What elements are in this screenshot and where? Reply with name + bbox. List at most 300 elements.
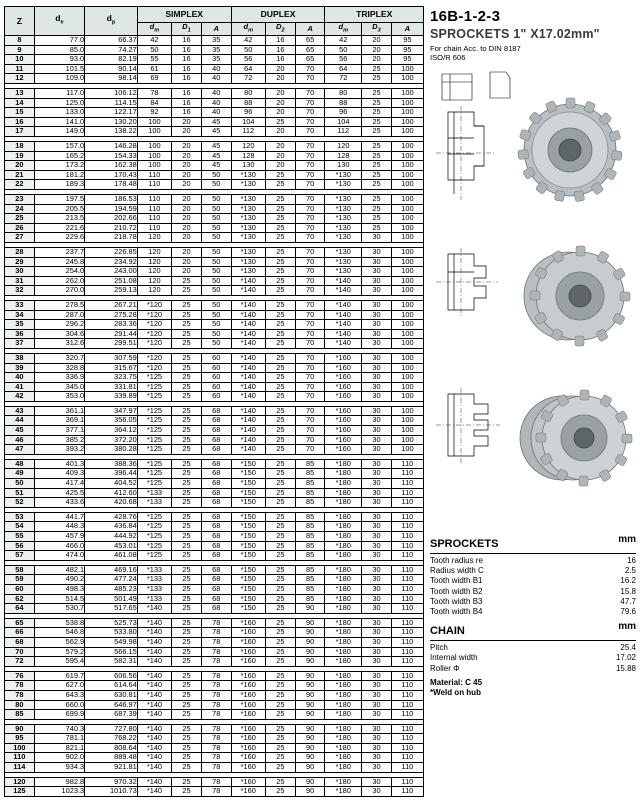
cell-v9: 130: [325, 161, 362, 171]
cell-v7: 25: [265, 551, 295, 561]
cell-v7: 25: [265, 214, 295, 224]
cell-de: 229.6: [34, 233, 84, 243]
cell-v10: 25: [362, 223, 392, 233]
cell-v11: 110: [391, 690, 423, 700]
cell-v8: 65: [295, 45, 325, 55]
cell-v10: 30: [362, 584, 392, 594]
cell-v6: *150: [231, 459, 265, 469]
cell-v4: 20: [172, 142, 202, 152]
chain-row: [430, 643, 636, 653]
cell-dp: 549.98: [85, 637, 138, 647]
cell-v10: 25: [362, 151, 392, 161]
cell-v7: 16: [265, 45, 295, 55]
cell-v3: *125: [137, 532, 171, 542]
cell-z: 64: [5, 604, 35, 614]
cell-v4: 25: [172, 286, 202, 296]
cell-de: 165.2: [34, 151, 84, 161]
cell-v11: 110: [391, 541, 423, 551]
cell-v9: *180: [325, 681, 362, 691]
cell-v10: 30: [362, 763, 392, 773]
chain-value: 15.88: [615, 663, 636, 673]
cell-v10: 25: [362, 195, 392, 205]
cell-v4: 20: [172, 233, 202, 243]
cell-v9: 64: [325, 64, 362, 74]
chain-standard-note: [430, 44, 636, 62]
cell-v8: 90: [295, 618, 325, 628]
cell-v9: 96: [325, 108, 362, 118]
cell-de: 287.0: [34, 310, 84, 320]
cell-v6: *160: [231, 763, 265, 773]
cell-v9: *160: [325, 416, 362, 426]
group-duplex: DUPLEX: [231, 7, 325, 23]
cell-v10: 25: [362, 180, 392, 190]
cell-v4: 25: [172, 604, 202, 614]
cell-v6: *160: [231, 724, 265, 734]
cell-de: 278.5: [34, 300, 84, 310]
cell-v3: *140: [137, 637, 171, 647]
cell-v4: 16: [172, 89, 202, 99]
table-row: [5, 127, 424, 137]
cell-z: 57: [5, 551, 35, 561]
cell-v7: 25: [265, 512, 295, 522]
cell-v5: 45: [201, 142, 231, 152]
cell-v8: 70: [295, 363, 325, 373]
cell-v6: *160: [231, 647, 265, 657]
cell-v5: 50: [201, 276, 231, 286]
col-dm-triplex: $d_m$: [325, 23, 362, 36]
cell-de: 393.2: [34, 445, 84, 455]
cell-v10: 30: [362, 671, 392, 681]
col-z: Z: [5, 7, 35, 36]
cell-v7: 25: [265, 247, 295, 257]
table-row: [5, 584, 424, 594]
cell-v6: *140: [231, 363, 265, 373]
table-row: [5, 690, 424, 700]
cell-v6: *140: [231, 276, 265, 286]
cell-dp: 501.49: [85, 594, 138, 604]
cell-v3: *133: [137, 594, 171, 604]
cell-v9: *180: [325, 479, 362, 489]
cell-v8: 85: [295, 565, 325, 575]
cell-v6: 56: [231, 55, 265, 65]
cell-v7: 25: [265, 488, 295, 498]
cell-v4: 25: [172, 724, 202, 734]
table-row: [5, 710, 424, 720]
cell-v10: 30: [362, 339, 392, 349]
cell-v11: 110: [391, 512, 423, 522]
cell-v7: 25: [265, 532, 295, 542]
cell-v3: 100: [137, 117, 171, 127]
cell-v4: 25: [172, 320, 202, 330]
cell-v11: 100: [391, 445, 423, 455]
cell-v7: 25: [265, 180, 295, 190]
cell-v11: 100: [391, 363, 423, 373]
cell-de: 77.0: [34, 36, 84, 46]
cell-v4: 25: [172, 594, 202, 604]
cell-v5: 78: [201, 618, 231, 628]
cell-v5: 78: [201, 734, 231, 744]
cell-v7: 25: [265, 363, 295, 373]
cell-v9: *180: [325, 734, 362, 744]
cell-v11: 110: [391, 734, 423, 744]
cell-v5: 50: [201, 329, 231, 339]
cell-v3: *140: [137, 753, 171, 763]
cell-v11: 110: [391, 488, 423, 498]
cell-v4: 25: [172, 426, 202, 436]
cell-v7: 25: [265, 320, 295, 330]
cell-de: 433.6: [34, 498, 84, 508]
cell-v7: 25: [265, 339, 295, 349]
cell-de: 740.3: [34, 724, 84, 734]
cell-v8: 70: [295, 247, 325, 257]
cell-v4: 25: [172, 637, 202, 647]
cell-v9: *140: [325, 339, 362, 349]
cell-v8: 90: [295, 710, 325, 720]
cell-v5: 45: [201, 127, 231, 137]
cell-v8: 90: [295, 743, 325, 753]
cell-de: 296.2: [34, 320, 84, 330]
cell-v11: 110: [391, 710, 423, 720]
cell-v7: 25: [265, 267, 295, 277]
divider: [430, 553, 636, 554]
chain-value: 25.4: [620, 643, 636, 653]
cell-v8: 90: [295, 753, 325, 763]
cell-v11: 100: [391, 170, 423, 180]
cell-v8: 90: [295, 681, 325, 691]
cell-de: 117.0: [34, 89, 84, 99]
cell-z: 20: [5, 161, 35, 171]
cell-de: 93.0: [34, 55, 84, 65]
cell-v7: 20: [265, 108, 295, 118]
cell-v4: 25: [172, 690, 202, 700]
cell-de: 85.0: [34, 45, 84, 55]
cell-v4: 16: [172, 64, 202, 74]
cell-v10: 30: [362, 743, 392, 753]
cell-z: 34: [5, 310, 35, 320]
cell-de: 1023.3: [34, 787, 84, 797]
cell-v6: *140: [231, 445, 265, 455]
cell-z: 28: [5, 247, 35, 257]
cell-dp: 485.23: [85, 584, 138, 594]
table-row: [5, 681, 424, 691]
cell-de: 595.4: [34, 657, 84, 667]
cell-v6: *140: [231, 310, 265, 320]
cell-v8: 70: [295, 257, 325, 267]
cell-v5: 50: [201, 195, 231, 205]
cell-z: 19: [5, 151, 35, 161]
cell-v11: 100: [391, 151, 423, 161]
sprockets-heading: SPROCKETS: [430, 538, 499, 550]
cell-v6: 72: [231, 74, 265, 84]
table-row: [5, 286, 424, 296]
cell-v3: 78: [137, 89, 171, 99]
cell-v11: 100: [391, 98, 423, 108]
cell-v5: 50: [201, 267, 231, 277]
cell-v11: 110: [391, 469, 423, 479]
cell-v6: *140: [231, 339, 265, 349]
cell-v7: 25: [265, 329, 295, 339]
cell-v6: *160: [231, 777, 265, 787]
cell-v6: *150: [231, 498, 265, 508]
cell-v3: 100: [137, 151, 171, 161]
sprockets-value: 79.6: [620, 607, 636, 617]
cell-z: 66: [5, 628, 35, 638]
cell-v6: 64: [231, 64, 265, 74]
cell-v10: 30: [362, 392, 392, 402]
chain-label: Roller Φ: [430, 663, 460, 673]
col-d1: $D_1$: [172, 23, 202, 36]
cell-v9: *180: [325, 551, 362, 561]
cell-dp: 396.44: [85, 469, 138, 479]
cell-v11: 95: [391, 36, 423, 46]
cell-v3: *140: [137, 628, 171, 638]
cell-v3: *125: [137, 469, 171, 479]
cell-v5: 68: [201, 459, 231, 469]
cell-v9: 120: [325, 142, 362, 152]
cell-z: 72: [5, 657, 35, 667]
cell-v10: 30: [362, 637, 392, 647]
sprockets-value: 15.8: [620, 586, 636, 596]
cell-v5: 78: [201, 637, 231, 647]
cell-v9: *130: [325, 267, 362, 277]
cell-v6: 42: [231, 36, 265, 46]
cell-v3: *140: [137, 777, 171, 787]
cell-dp: 251.08: [85, 276, 138, 286]
cell-v3: *120: [137, 329, 171, 339]
cell-v3: *120: [137, 300, 171, 310]
cell-de: 546.8: [34, 628, 84, 638]
cell-z: 95: [5, 734, 35, 744]
cell-v10: 30: [362, 604, 392, 614]
table-row: [5, 300, 424, 310]
cell-v4: 25: [172, 392, 202, 402]
cell-v6: *140: [231, 353, 265, 363]
cell-v4: 16: [172, 36, 202, 46]
cell-v9: *180: [325, 690, 362, 700]
cell-v7: 25: [265, 498, 295, 508]
cell-v8: 85: [295, 469, 325, 479]
cell-z: 31: [5, 276, 35, 286]
table-row: [5, 604, 424, 614]
cell-de: 409.3: [34, 469, 84, 479]
cell-v8: 70: [295, 267, 325, 277]
cell-v9: 42: [325, 36, 362, 46]
cell-v7: 25: [265, 435, 295, 445]
cell-v9: *130: [325, 257, 362, 267]
sprockets-label: Tooth width B2: [430, 586, 483, 596]
cell-v7: 25: [265, 382, 295, 392]
cell-v6: *160: [231, 787, 265, 797]
cell-de: 482.1: [34, 565, 84, 575]
cell-v9: *180: [325, 584, 362, 594]
cell-z: 23: [5, 195, 35, 205]
cell-v5: 68: [201, 604, 231, 614]
cell-v5: 68: [201, 406, 231, 416]
cell-v11: 110: [391, 671, 423, 681]
cell-v4: 25: [172, 310, 202, 320]
cell-v10: 30: [362, 382, 392, 392]
cell-dp: 687.39: [85, 710, 138, 720]
cell-v4: 25: [172, 382, 202, 392]
cell-v6: *140: [231, 435, 265, 445]
cell-z: 120: [5, 777, 35, 787]
cell-v6: *130: [231, 267, 265, 277]
cell-de: 660.0: [34, 700, 84, 710]
cell-v5: 78: [201, 787, 231, 797]
cell-v9: *130: [325, 170, 362, 180]
cell-v7: 25: [265, 681, 295, 691]
cell-v11: 110: [391, 628, 423, 638]
cell-dp: 970.32: [85, 777, 138, 787]
cell-v7: 25: [265, 522, 295, 532]
cell-v10: 25: [362, 108, 392, 118]
cell-dp: 66.37: [85, 36, 138, 46]
cell-v10: 30: [362, 320, 392, 330]
cell-v11: 100: [391, 214, 423, 224]
cell-v11: 100: [391, 127, 423, 137]
cell-v7: 25: [265, 763, 295, 773]
cell-v11: 100: [391, 195, 423, 205]
cell-v7: 25: [265, 459, 295, 469]
cell-v9: *160: [325, 435, 362, 445]
cell-v7: 25: [265, 743, 295, 753]
sprockets-rows: [430, 556, 636, 617]
divider: [430, 640, 636, 641]
cell-v11: 110: [391, 637, 423, 647]
cell-v3: *140: [137, 657, 171, 667]
cell-de: 619.7: [34, 671, 84, 681]
cell-v4: 20: [172, 204, 202, 214]
cell-de: 538.8: [34, 618, 84, 628]
cell-v9: *180: [325, 565, 362, 575]
cell-v7: 25: [265, 647, 295, 657]
cell-v5: 40: [201, 89, 231, 99]
cell-v7: 25: [265, 777, 295, 787]
cell-v6: *160: [231, 710, 265, 720]
table-row: [5, 339, 424, 349]
note-line-2: ISO/R 606: [430, 53, 466, 62]
cell-v9: *130: [325, 247, 362, 257]
group-simplex: SIMPLEX: [137, 7, 231, 23]
cell-v3: *140: [137, 743, 171, 753]
cell-z: 10: [5, 55, 35, 65]
cell-v7: 25: [265, 353, 295, 363]
cell-de: 441.7: [34, 512, 84, 522]
cell-v10: 30: [362, 700, 392, 710]
cell-de: 385.2: [34, 435, 84, 445]
table-row: [5, 214, 424, 224]
cell-v5: 50: [201, 180, 231, 190]
cell-v3: *125: [137, 445, 171, 455]
cell-v4: 25: [172, 329, 202, 339]
sprockets-value: 2.5: [624, 566, 636, 576]
cell-v8: 70: [295, 127, 325, 137]
cell-v5: 60: [201, 373, 231, 383]
cell-v11: 110: [391, 777, 423, 787]
sprockets-value: 16.2: [620, 576, 636, 586]
col-a-duplex: A: [295, 23, 325, 36]
cell-v6: 112: [231, 127, 265, 137]
cell-v10: 30: [362, 247, 392, 257]
table-row: [5, 161, 424, 171]
cell-v7: 25: [265, 700, 295, 710]
cell-v6: *150: [231, 594, 265, 604]
cell-v11: 110: [391, 753, 423, 763]
cell-v6: *150: [231, 488, 265, 498]
cell-de: 562.9: [34, 637, 84, 647]
cell-v6: *130: [231, 257, 265, 267]
cell-z: 30: [5, 267, 35, 277]
cell-v9: *130: [325, 180, 362, 190]
cell-v7: 25: [265, 300, 295, 310]
cell-dp: 218.78: [85, 233, 138, 243]
cell-z: 29: [5, 257, 35, 267]
cell-v9: *130: [325, 214, 362, 224]
cell-v9: 56: [325, 55, 362, 65]
cell-v11: 110: [391, 618, 423, 628]
cell-v5: 78: [201, 743, 231, 753]
cell-v4: 25: [172, 300, 202, 310]
cell-v6: *140: [231, 373, 265, 383]
cell-v6: *150: [231, 532, 265, 542]
cell-dp: 226.85: [85, 247, 138, 257]
cell-z: 62: [5, 594, 35, 604]
cell-v3: *125: [137, 512, 171, 522]
cell-z: 100: [5, 743, 35, 753]
cell-v5: 35: [201, 55, 231, 65]
cell-z: 36: [5, 329, 35, 339]
cell-v9: *130: [325, 195, 362, 205]
cell-dp: 194.59: [85, 204, 138, 214]
cell-v5: 78: [201, 724, 231, 734]
cell-v7: 25: [265, 286, 295, 296]
cell-v6: *140: [231, 416, 265, 426]
cell-de: 304.6: [34, 329, 84, 339]
cell-v8: 90: [295, 734, 325, 744]
cell-v5: 78: [201, 777, 231, 787]
cell-de: 181.2: [34, 170, 84, 180]
cell-v10: 30: [362, 233, 392, 243]
cell-v5: 78: [201, 753, 231, 763]
cell-v6: 50: [231, 45, 265, 55]
cell-v8: 90: [295, 787, 325, 797]
cell-v6: *150: [231, 479, 265, 489]
cell-z: 33: [5, 300, 35, 310]
cell-v8: 90: [295, 724, 325, 734]
cell-v6: *140: [231, 300, 265, 310]
cell-v11: 110: [391, 604, 423, 614]
cell-v9: *180: [325, 753, 362, 763]
table-row: [5, 195, 424, 205]
cell-v4: 25: [172, 743, 202, 753]
cell-z: 80: [5, 700, 35, 710]
cell-de: 336.9: [34, 373, 84, 383]
cell-v4: 25: [172, 373, 202, 383]
cell-z: 8: [5, 36, 35, 46]
cell-dp: 323.75: [85, 373, 138, 383]
cell-v6: *140: [231, 382, 265, 392]
cell-v10: 25: [362, 142, 392, 152]
cell-v8: 70: [295, 151, 325, 161]
sprockets-value: 16: [627, 556, 636, 565]
cell-v3: 42: [137, 36, 171, 46]
cell-dp: 404.52: [85, 479, 138, 489]
cell-v3: *120: [137, 353, 171, 363]
cell-v8: 90: [295, 604, 325, 614]
cell-v8: 70: [295, 195, 325, 205]
cell-dp: 291.44: [85, 329, 138, 339]
cell-v11: 100: [391, 320, 423, 330]
